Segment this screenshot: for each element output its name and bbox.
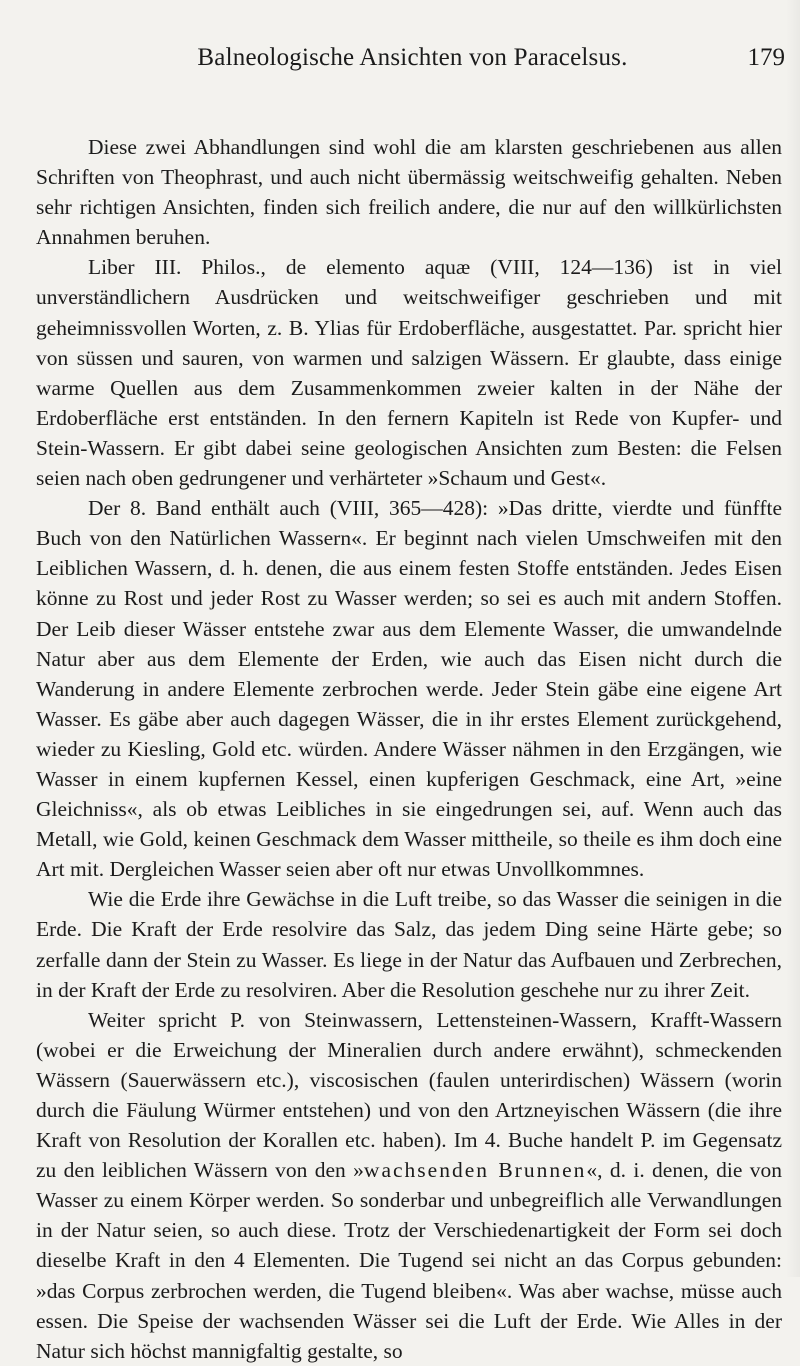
page-edge-shadow	[786, 0, 800, 1277]
paragraph: Wie die Erde ihre Gewächse in die Luft treibe, so das Wasser die seinigen in die Erde. Die Kraft der Erde resolvire das Salz, das jedem Ding seine Härte gebe; so zerfalle dann der Stein zu Wasser. Es liege in der Natur das Aufbauen und Zerbrechen, in der Kraft der Erde zu resolviren. Aber die Resolution geschehe nur zu ihrer Zeit.	[36, 887, 782, 1002]
page-number: 179	[747, 44, 785, 71]
running-head	[40, 44, 785, 84]
paragraph: Diese zwei Abhandlungen sind wohl die am klarsten geschriebenen aus allen Schriften von Theophrast, und auch nicht übermässig weitschweifig gehalten. Neben sehr richtigen Ansichten, finden sich freilich andere, die nur auf den willkürlichsten Annahmen beruhen.	[36, 135, 782, 250]
paragraph: Liber III. Philos., de elemento aquæ (VIII, 124—136) ist in viel unverständlichern Ausdrücken und weitschweifiger geschrieben und mit geheimnissvollen Worten, z. B. Ylias für Erdoberfläche, ausgestattet. Par. spricht hier von süssen und sauren, von warmen und salzigen Wässern. Er glaubte, dass einige warme Quellen aus dem Zusammenkommen zweier kalten in der Nähe der Erdoberfläche erst entständen. In den fernern Kapiteln ist Rede von Kupfer- und Stein-Wassern. Er gibt dabei seine geologischen Ansichten zum Besten: die Felsen seien nach oben gedrungener und verhärteter »Schaum und Gest«.	[36, 255, 782, 491]
running-head-title: Balneologische Ansichten von Paracelsus.	[197, 44, 628, 71]
paragraph-text: «, d. i. denen, die von Wasser zu einem Körper werden. So sonderbar und unbegreiflich alle Verwandlungen in der Natur seien, so auch diese. Trotz der Verschiedenartigkeit der Form sei doch dieselbe Kraft in den 4 Elementen. Die Tugend sei nicht an das Corpus gebunden: »das Corpus zerbrochen werden, die Tugend bleiben«. Was aber wachse, müsse auch essen. Die Speise der wachsenden Wässer sei die Luft der Erde. Wie Alles in der Natur sich höchst mannigfaltig gestalte, so	[36, 1158, 782, 1363]
paragraph: Der 8. Band enthält auch (VIII, 365—428): »Das dritte, vierdte und fünffte Buch von den Natürlichen Wassern«. Er beginnt nach vielen Umschweifen mit den Leiblichen Wassern, d. h. denen, die aus einem festen Stoffe entständen. Jedes Eisen könne zu Rost und jeder Rost zu Wasser werden; so sei es auch mit andern Stoffen. Der Leib dieser Wässer entstehe zwar aus dem Elemente Wasser, die umwandelnde Natur aber aus dem Elemente der Erden, wie auch das Eisen nicht durch die Wanderung in andere Elemente zerbrochen werde. Jeder Stein gäbe eine eigene Art Wasser. Es gäbe aber auch dagegen Wässer, die in ihr erstes Element zurückgehend, wieder zu Kiesling, Gold etc. würden. Andere Wässer nähmen in den Erzgängen, wie Wasser in einem kupfernen Kessel, einen kupferigen Geschmack, eine Art, »eine Gleichniss«, als ob etwas Leibliches in sie eingedrungen sei, auf. Wenn auch das Metall, wie Gold, keinen Geschmack dem Wasser mittheile, so theile es ihm doch eine Art mit. Dergleichen Wasser seien aber oft nur etwas Unvollkommnes.	[36, 496, 782, 882]
body-text	[36, 132, 782, 1366]
paragraph-text: Weiter spricht P. von Steinwassern, Lettensteinen-Wassern, Krafft-Wassern (wobei er die Erweichung der Mineralien durch andere erwähnt), schmeckenden Wässern (Sauerwässern etc.), viscosischen (faulen unterirdischen) Wässern (worin durch die Fäulung Würmer entstehen) und von den Artzneyischen Wässern (die ihre Kraft von Resolution der Korallen etc. haben). Im 4. Buche handelt P. im Gegensatz zu den leiblichen Wässern von den »	[36, 1007, 782, 1183]
emphasized-term: wachsenden Brunnen	[363, 1158, 587, 1183]
paragraph	[36, 1005, 782, 1366]
